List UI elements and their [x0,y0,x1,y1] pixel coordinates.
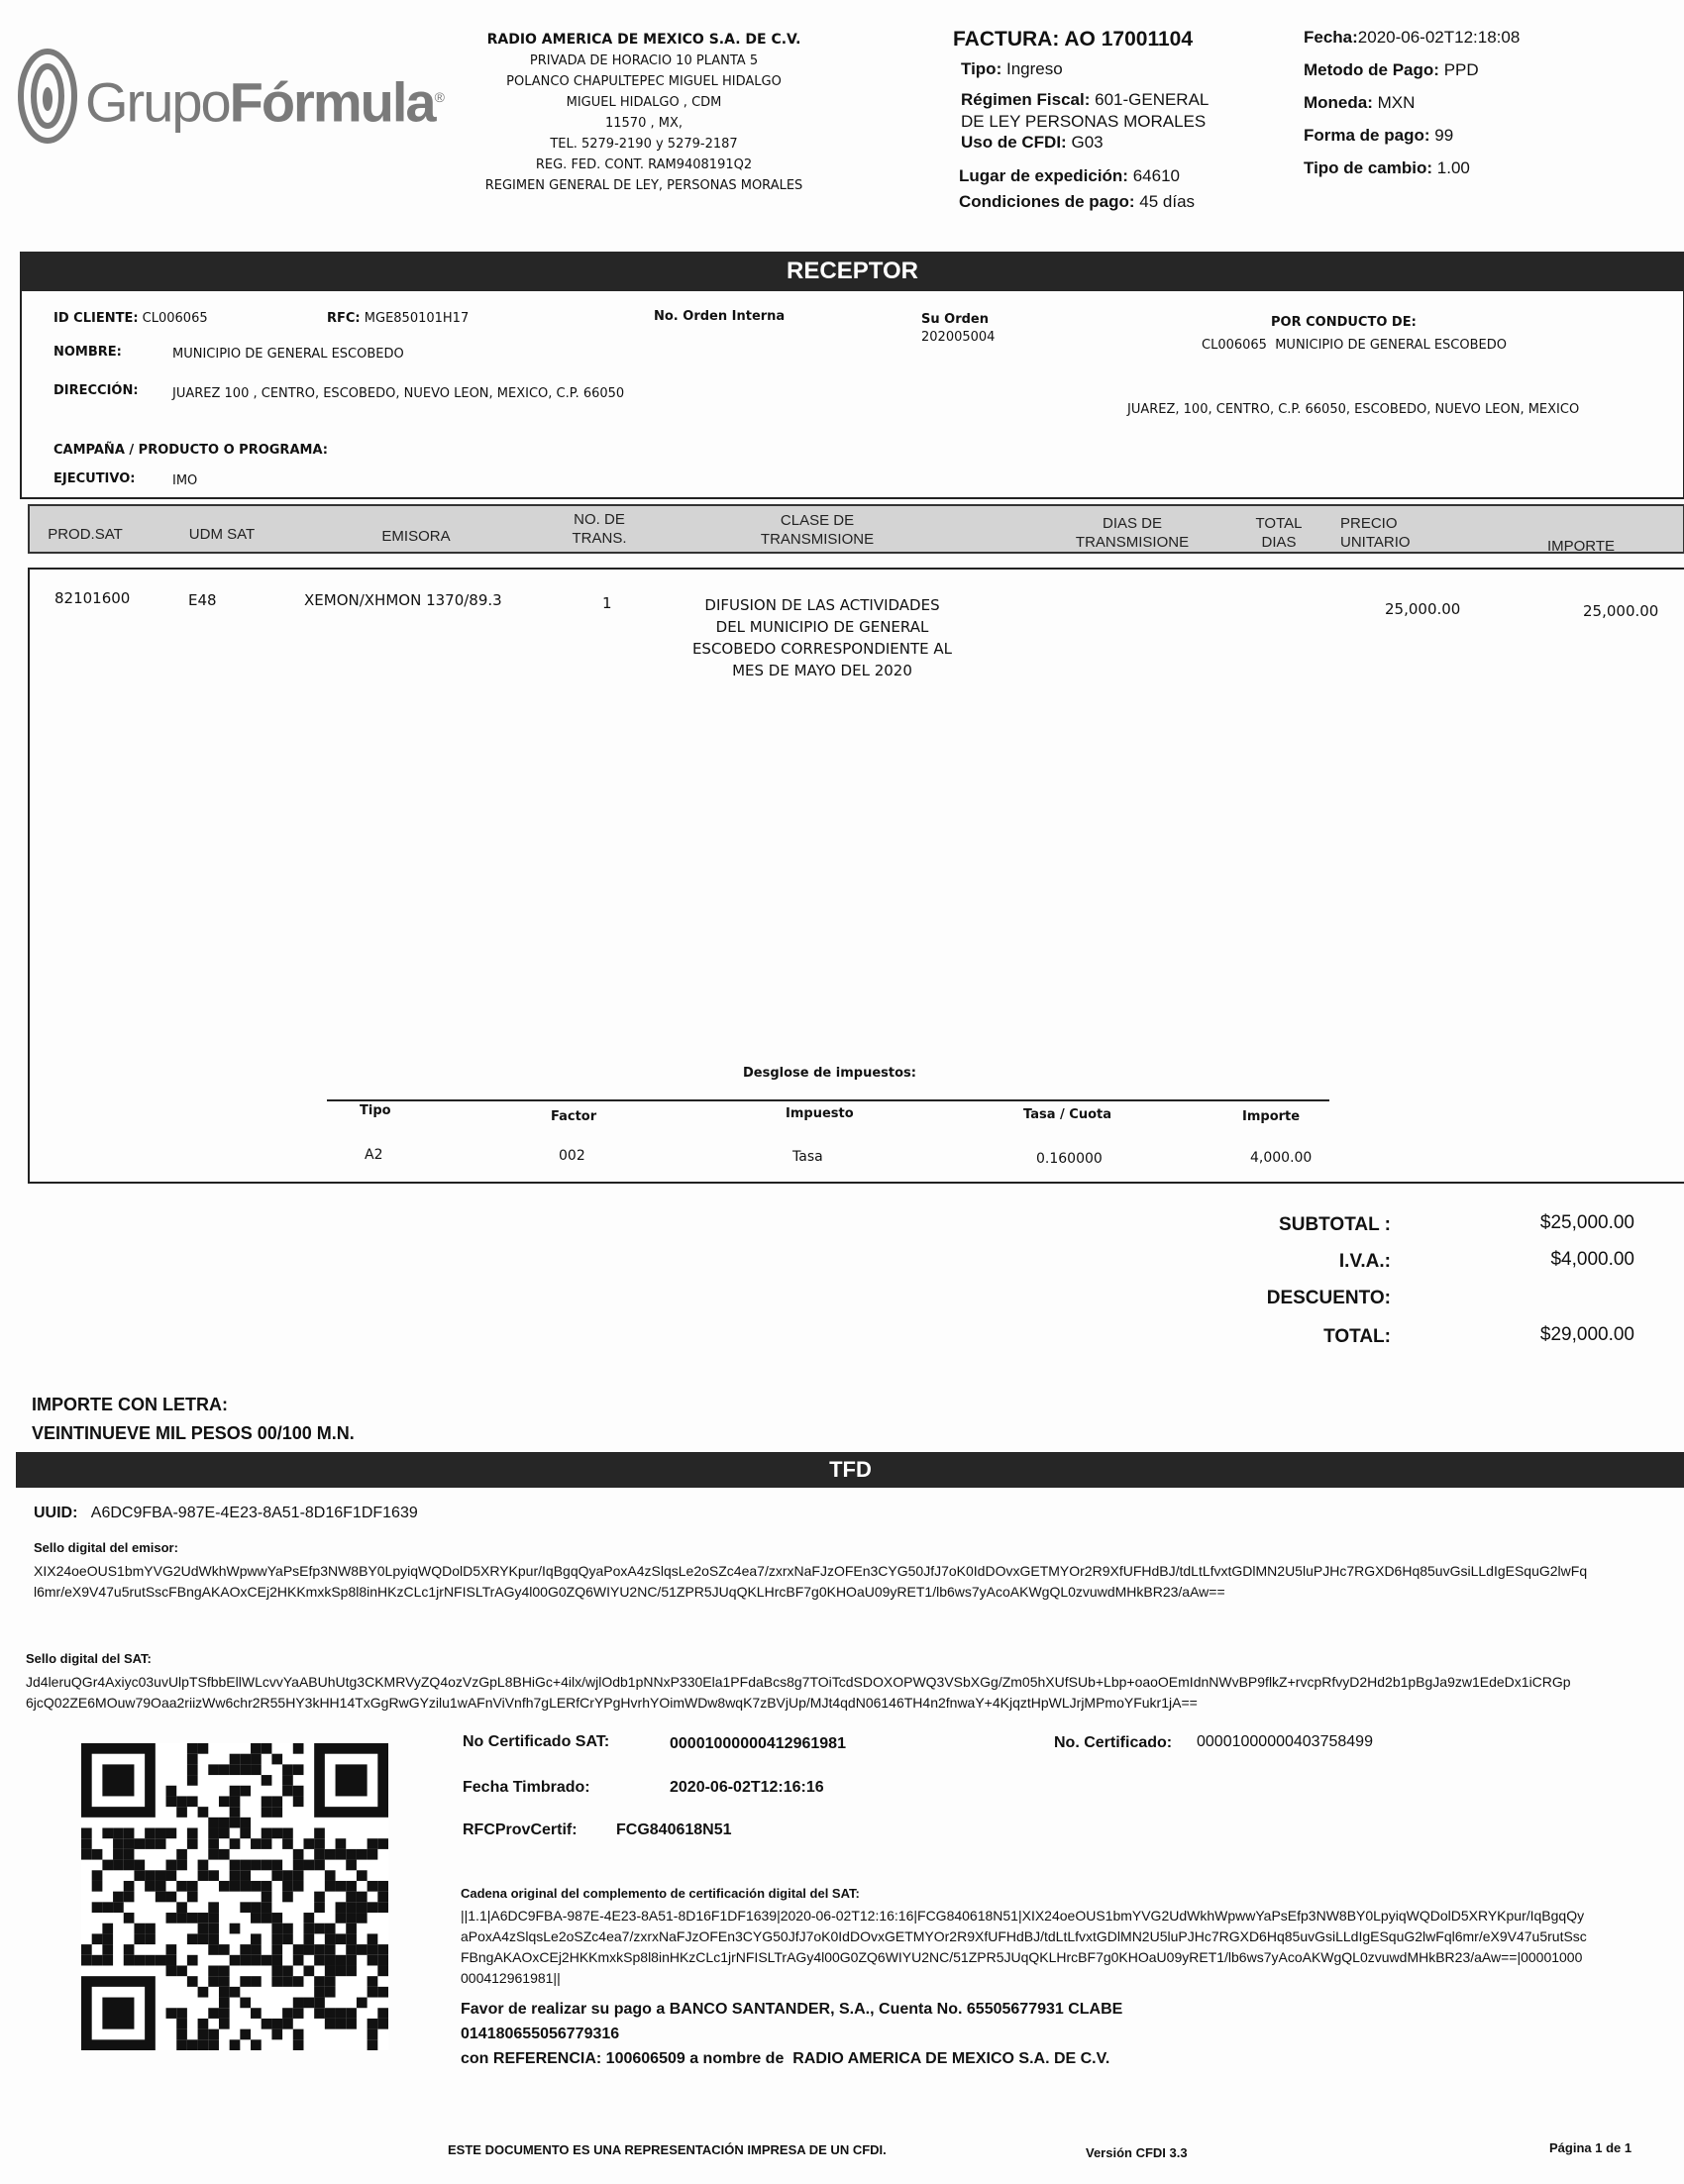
subtotal-label: SUBTOTAL : [1279,1214,1391,1235]
row-clase-line: DIFUSION DE LAS ACTIVIDADES [704,596,940,614]
payment-instructions [461,1997,1122,2071]
payment-line-3-name: RADIO AMERICA DE MEXICO S.A. DE C.V. [792,2050,1110,2067]
tax-row-factor: 002 [559,1148,585,1164]
id-cliente-label: ID CLIENTE: [53,311,139,326]
invoice-meta [953,28,1290,212]
issuer-block [466,30,822,196]
col-clase-1: CLASE DE [780,512,855,529]
col-precio [1340,514,1429,552]
metodo-label: Metodo de Pago: [1304,60,1439,79]
fecha-label: Fecha: [1304,28,1358,47]
tax-row-impuesto: Tasa [792,1149,823,1165]
tipo-label: Tipo: [961,59,1002,78]
no-cert-sat-value: 00001000000412961981 [670,1735,846,1752]
tax-col-tipo: Tipo [360,1103,391,1118]
orden-interna-label: No. Orden Interna [654,309,786,324]
por-conducto-name: MUNICIPIO DE GENERAL ESCOBEDO [1275,338,1507,353]
cfdi-note: ESTE DOCUMENTO ES UNA REPRESENTACIÓN IMPRESA DE UN CFDI. [448,2142,887,2157]
direccion-right: JUAREZ, 100, CENTRO, C.P. 66050, ESCOBEDO, NUEVO LEON, MEXICO [1127,402,1580,417]
tax-col-impuesto: Impuesto [786,1106,854,1121]
rfc-label: RFC: [327,311,361,326]
direccion-value: JUAREZ 100 , CENTRO, ESCOBEDO, NUEVO LEON, MEXICO, C.P. 66050 [172,386,625,401]
invoice-meta-right [1304,28,1670,178]
su-orden-label: Su Orden [921,312,989,327]
campana-label: CAMPAÑA / PRODUCTO O PROGRAMA: [53,443,328,458]
issuer-address-line: REGIMEN GENERAL DE LEY, PERSONAS MORALES [484,178,803,193]
payment-line-2: 014180655056779316 [461,2026,620,2042]
total-value: $29,000.00 [1539,1324,1634,1345]
uuid-label: UUID: [34,1505,78,1521]
col-total-dias [1234,514,1323,552]
col-dias [1058,514,1207,552]
condiciones-value: 45 días [1139,192,1196,211]
tax-col-importe: Importe [1242,1109,1301,1124]
descuento-label: DESCUENTO: [1266,1288,1391,1308]
col-no-trans-2: TRANS. [572,530,627,547]
uuid-row [34,1505,418,1522]
no-cert-label: No. Certificado: [1054,1734,1173,1751]
row-importe: 25,000.00 [1583,602,1659,620]
col-importe: IMPORTE [1546,538,1616,555]
su-orden-value: 202005004 [921,330,996,345]
subtotal-value: $25,000.00 [1539,1212,1634,1233]
col-dias-2: TRANSMISIONE [1075,534,1190,551]
tipo-value: Ingreso [1005,59,1063,78]
sello-emisor-value: XIX24oeOUS1bmYVG2UdWkhWpwwYaPsEfp3NW8BY0LpyiqWQDolD5XRYKpur/IqBgqQyaPoxA4zSlqsLe2oSZc4ea7/zxrxNaFJzOFEn3CYG50JfJ7oK0IdDOvxGETMYOr2R9XfUFHdBJ/tdLtLfvxtGDlMN2U5luPJHc7RGXD6Hq85uvGsiLLdIgESquG2lwFql6mr/eX9V47u5rutSscFBngAKAOxCEj2HKKmxkSp8l8inHKzCLc1jrNFISLTrAGy4l00G0ZQ6WIYU2NC/51ZPR5JUqQKLHrcBF7g0KHOaU09yRET1/lb6ws7yAcoAKWgQL0zvuwdMHkBR23/aAw== [34,1563,1588,1600]
iva-label: I.V.A.: [1338,1251,1391,1272]
moneda-value: MXN [1377,93,1416,112]
total-label: TOTAL: [1323,1326,1391,1347]
payment-line-1: Favor de realizar su pago a BANCO SANTANDER, S.A., Cuenta No. 65505677931 CLABE [461,2001,1123,2018]
uso-cfdi-value: G03 [1071,133,1104,152]
cadena-value: ||1.1|A6DC9FBA-987E-4E23-8A51-8D16F1DF1639|2020-06-02T12:16:16|FCG840618N51|XIX24oeOUS1bmYVG2UdWkhWpwwYaPsEfp3NW8BY0LpyiqWQDolD5XRYKpur/IqBgqQyaPoxA4zSlqsLe2oSZc4ea7/zxrxNaFJzOFEn3CYG50JfJ7oK0IdDOvxGETMYOr2R9XfUFHdBJ/tdLtLfvxtGDlMN2U5luPJHc7RGXD6Hq85uvGsiLLdIgESquG2lwFql6mr/eX9V47u5rutSscFBngAKAOxCEj2HKKmxkSp8l8inHKzCLc1jrNFISLTrAGy4l00G0ZQ6WIYU2NC/51ZPR5JUqQKLHrcBF7g0KHOaU09yRET1/lb6ws7yAcoAKWgQL0zvuwdMHkBR23/aAw==|00001000000412961981|| [461,1908,1587,1986]
metodo-value: PPD [1443,60,1479,79]
col-clase [743,511,892,549]
row-clase-line: ESCOBEDO CORRESPONDIENTE AL [691,640,953,658]
uso-cfdi-label: Uso de CFDI: [961,133,1067,152]
col-total-2: DIAS [1261,534,1297,551]
tax-row-tasa: 0.160000 [1036,1151,1103,1167]
issuer-address-line: TEL. 5279-2190 y 5279-2187 [550,137,738,152]
ejecutivo-value: IMO [172,473,198,488]
logo-text-grupo: Grupo [85,70,230,134]
issuer-address-line: POLANCO CHAPULTEPEC MIGUEL HIDALGO [506,74,782,89]
por-conducto-value [1202,338,1507,353]
sello-sat-label: Sello digital del SAT: [26,1651,152,1666]
row-precio: 25,000.00 [1385,600,1461,618]
uuid-value: A6DC9FBA-987E-4E23-8A51-8D16F1DF1639 [90,1505,418,1521]
iva-value: $4,000.00 [1550,1249,1634,1270]
cadena-label: Cadena original del complemento de certificación digital del SAT: [461,1886,860,1901]
sello-emisor-label: Sello digital del emisor: [34,1540,178,1555]
company-logo: GrupoFórmula® [18,48,404,147]
fecha-value: 2020-06-02T12:18:08 [1357,28,1521,47]
rfc-value: MGE850101H17 [364,311,470,326]
fecha-timbrado-value: 2020-06-02T12:16:16 [670,1779,824,1796]
fecha-timbrado-label: Fecha Timbrado: [463,1779,590,1796]
factura-label: FACTURA: [953,28,1060,51]
row-emisora: XEMON/XHMON 1370/89.3 [304,591,502,609]
logo-text-formula: Fórmula [229,70,435,134]
col-no-trans-1: NO. DE [574,511,625,528]
receptor-rfc [327,311,469,326]
por-conducto-label: POR CONDUCTO DE: [1271,315,1417,330]
col-prod-sat: PROD.SAT [48,526,123,543]
lugar-value: 64610 [1132,166,1180,185]
col-no-trans [555,510,644,548]
cfdi-version: Versión CFDI 3.3 [1086,2145,1188,2160]
regimen-value: 601-GENERAL [1095,90,1210,109]
factura-number: AO 17001104 [1064,28,1193,51]
sello-sat-value: Jd4leruQGr4Axiyc03uvUlpTSfbbEllWLcvvYaABUhUtg3CKMRVyZQ4ozVzGpL8BHiGc+4ilx/wjlOdb1pNNxP330Ela1PFdaBcs8g7TOiTcdSDOXOPWQ3VSbXGg/Zm05hXUfSUb+Lbp+oaoOEmIdnNWvBP9flkZ+rvcpRfvyD2Hd2b1pBgJa9zw1EdeDx1iCRGp6jcQ02ZE6MOuw79Oaa2riizWw6chr2R55HY3kHH14TxGgRwGYzilu1wAFnViVnfh7gLERfCrYPgHvrhYOimWDw8wqK7zBVjUp/MJt4qdN06146TH4n2fnwaY+4KjqztHpWLJrjMPmoYFukr1jA== [26,1674,1571,1711]
qr-code-icon [81,1743,388,2050]
rfc-prov-value: FCG840618N51 [616,1821,732,1838]
col-precio-2: UNITARIO [1340,534,1411,551]
issuer-name: RADIO AMERICA DE MEXICO S.A. DE C.V. [486,32,801,48]
row-clase [654,594,991,681]
receptor-bar: RECEPTOR [20,252,1684,291]
row-prod-sat: 82101600 [54,589,131,607]
payment-line-3: con REFERENCIA: 100606509 a nombre de [461,2050,785,2067]
tipo-cambio-value: 1.00 [1436,158,1470,177]
issuer-address-line: REG. FED. CONT. RAM9408191Q2 [535,157,753,172]
rfc-prov-label: RFCProvCertif: [463,1821,578,1838]
nombre-label: NOMBRE: [53,345,122,360]
tax-col-factor: Factor [551,1109,597,1124]
moneda-label: Moneda: [1304,93,1373,112]
no-cert-value: 00001000000403758499 [1197,1733,1373,1750]
col-dias-1: DIAS DE [1102,515,1162,532]
taxes-title: Desglose de impuestos: [743,1066,916,1081]
tax-col-tasa: Tasa / Cuota [1023,1107,1111,1122]
condiciones-label: Condiciones de pago: [959,192,1135,211]
row-udm-sat: E48 [188,591,217,609]
regimen-value-2: DE LEY PERSONAS MORALES [961,112,1207,131]
col-precio-1: PRECIO [1340,515,1398,532]
regimen-label: Régimen Fiscal: [961,90,1091,109]
taxes-rule [327,1099,1329,1101]
row-no-trans: 1 [602,594,612,612]
page-number: Página 1 de 1 [1549,2140,1632,2155]
no-cert-sat-label: No Certificado SAT: [463,1733,610,1750]
col-emisora: EMISORA [381,528,451,545]
receptor-id-row [53,311,208,326]
col-total-1: TOTAL [1255,515,1303,532]
row-clase-line: DEL MUNICIPIO DE GENERAL [715,618,929,636]
row-clase-line: MES DE MAYO DEL 2020 [732,662,912,679]
grupo-formula-logo-icon [18,48,77,145]
nombre-value: MUNICIPIO DE GENERAL ESCOBEDO [172,347,404,362]
tipo-cambio-label: Tipo de cambio: [1304,158,1433,177]
su-orden [921,311,995,347]
issuer-address-line: PRIVADA DE HORACIO 10 PLANTA 5 [529,53,759,68]
direccion-label: DIRECCIÓN: [53,383,139,398]
amount-words-value: VEINTINUEVE MIL PESOS 00/100 M.N. [32,1423,355,1443]
tax-row-tipo: A2 [365,1147,383,1163]
col-udm-sat: UDM SAT [188,526,256,543]
tax-row-importe: 4,000.00 [1250,1150,1313,1166]
lugar-label: Lugar de expedición: [959,166,1128,185]
ejecutivo-label: EJECUTIVO: [53,471,136,486]
col-clase-2: TRANSMISIONE [760,531,875,548]
issuer-address-line: MIGUEL HIDALGO , CDM [566,95,722,110]
forma-label: Forma de pago: [1304,126,1430,145]
tfd-bar: TFD [16,1452,1684,1488]
por-conducto-id: CL006065 [1202,338,1267,353]
issuer-address-line: 11570 , MX, [604,116,683,131]
id-cliente-value: CL006065 [142,311,208,326]
amount-words-label: IMPORTE CON LETRA: [32,1395,228,1414]
forma-value: 99 [1434,126,1454,145]
